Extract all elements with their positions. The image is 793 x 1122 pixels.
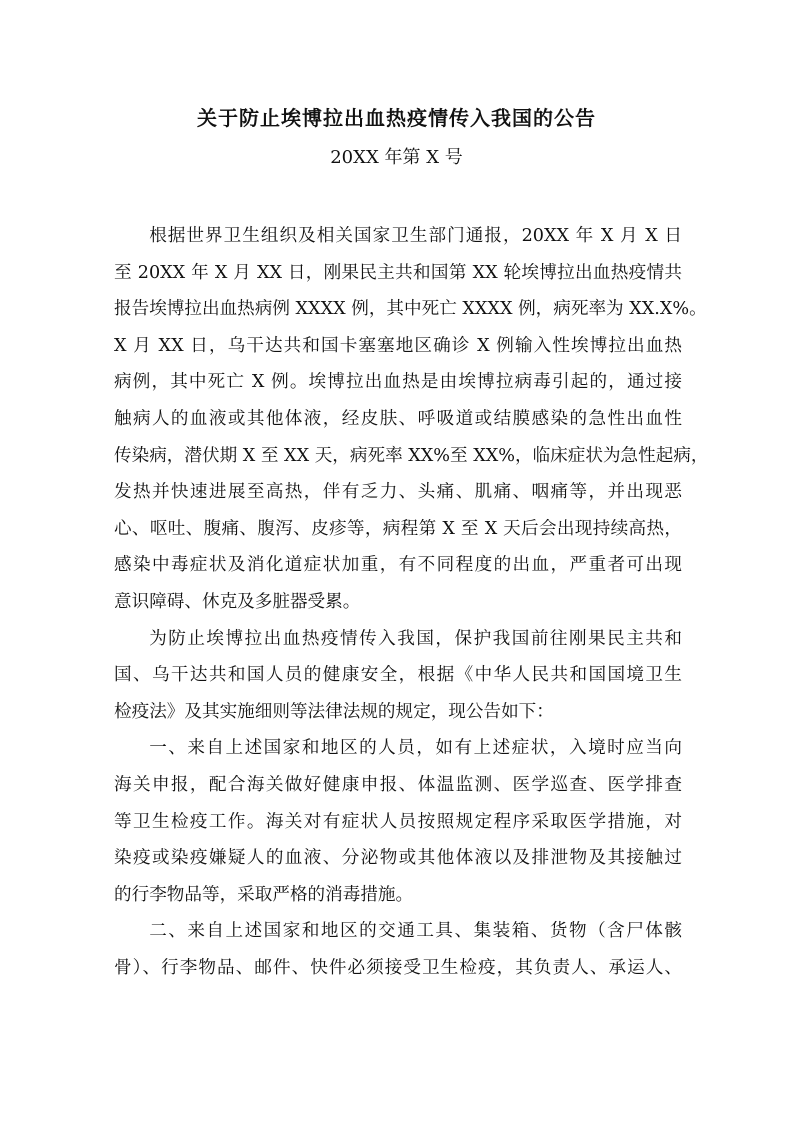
text-line: 检疫法》及其实施细则等法律法规的规定，现公告如下： [114,701,554,722]
text-line: 二、来自上述国家和地区的交通工具、集装箱、货物（含尸体骸 [149,921,682,942]
text-line: 国、乌干达共和国人员的健康安全，根据《中华人民共和国国境卫生 [114,665,682,686]
text-line: 骨）、行李物品、邮件、快件必须接受卫生检疫，其负责人、承运人、 [114,957,682,978]
paragraph [114,218,709,621]
text-line: 报告埃博拉出血热病例 XXXX 例，其中死亡 XXXX 例，病死率为 XX.X%。 [114,299,707,320]
text-line: 至 20XX 年 X 月 XX 日，刚果民主共和国第 XX 轮埃博拉出血热疫情共 [114,262,682,283]
text-line: 的行李物品等，采取严格的消毒措施。 [114,884,414,905]
document-title: 关于防止埃博拉出血热疫情传入我国的公告 [197,106,596,130]
text-line: 根据世界卫生组织及相关国家卫生部门通报，20XX 年 X 月 X 日 [149,226,682,246]
text-line: 触病人的血液或其他体液，经皮肤、呼吸道或结膜感染的急性出血性 [114,408,682,429]
text-line: 感染中毒症状及消化道症状加重，有不同程度的出血，严重者可出现 [114,555,682,576]
text-line: X 月 XX 日，乌干达共和国卡塞塞地区确诊 X 例输入性埃博拉出血热 [114,335,682,356]
paragraph [114,730,682,913]
paragraph [114,621,682,731]
text-line: 心、呕吐、腹痛、腹泻、皮疹等，病程第 X 至 X 天后会出现持续高热， [114,518,682,539]
text-line: 一、来自上述国家和地区的人员，如有上述症状，入境时应当向 [149,738,682,759]
text-line: 等卫生检疫工作。海关对有症状人员按照规定程序采取医学措施，对 [114,811,682,832]
document-number: 20XX 年第 X 号 [330,147,463,168]
document-body [114,218,709,986]
text-line: 染疫或染疫嫌疑人的血液、分泌物或其他体液以及排泄物及其接触过 [114,848,682,869]
text-line: 传染病，潜伏期 X 至 XX 天，病死率 XX%至 XX%，临床症状为急性起病， [114,445,709,466]
text-line: 意识障碍、休克及多脏器受累。 [114,591,361,612]
text-line: 病例，其中死亡 X 例。埃博拉出血热是由埃博拉病毒引起的，通过接 [114,372,682,393]
text-line: 海关申报，配合海关做好健康申报、体温监测、医学巡查、医学排查 [114,774,682,795]
text-line: 为防止埃博拉出血热疫情传入我国，保护我国前往刚果民主共和 [149,628,682,649]
paragraph [114,913,682,986]
text-line: 发热并快速进展至高热，伴有乏力、头痛、肌痛、咽痛等，并出现恶 [114,482,682,503]
